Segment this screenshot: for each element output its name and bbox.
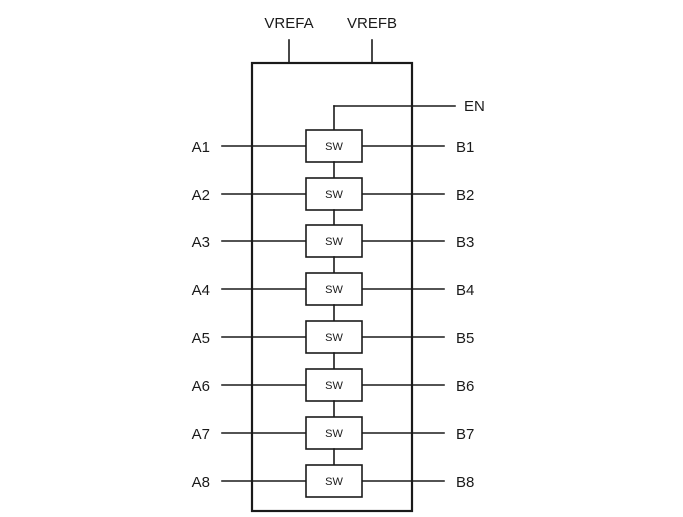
pin-label-b1: B1 <box>456 139 475 156</box>
pin-label-b7: B7 <box>456 426 475 443</box>
switch-label-3: SW <box>325 236 343 248</box>
en-label: EN <box>464 98 485 115</box>
switch-label-7: SW <box>325 428 343 440</box>
pin-label-b5: B5 <box>456 330 475 347</box>
pin-label-a2: A2 <box>191 187 210 204</box>
switch-label-2: SW <box>325 189 343 201</box>
vrefb-label: VREFB <box>346 15 398 32</box>
pin-label-b3: B3 <box>456 234 475 251</box>
switch-label-6: SW <box>325 380 343 392</box>
switch-label-5: SW <box>325 332 343 344</box>
pin-label-a7: A7 <box>191 426 210 443</box>
pin-label-b8: B8 <box>456 474 475 491</box>
pin-label-a5: A5 <box>191 330 210 347</box>
pin-label-a1: A1 <box>191 139 210 156</box>
pin-label-b6: B6 <box>456 378 475 395</box>
pin-label-b4: B4 <box>456 282 475 299</box>
switch-label-8: SW <box>325 476 343 488</box>
pin-label-b2: B2 <box>456 187 475 204</box>
switch-label-4: SW <box>325 284 343 296</box>
vrefa-label: VREFA <box>264 15 314 32</box>
pin-label-a3: A3 <box>191 234 210 251</box>
pin-label-a6: A6 <box>191 378 210 395</box>
pin-label-a4: A4 <box>191 282 210 299</box>
pin-label-a8: A8 <box>191 474 210 491</box>
switch-label-1: SW <box>325 141 343 153</box>
